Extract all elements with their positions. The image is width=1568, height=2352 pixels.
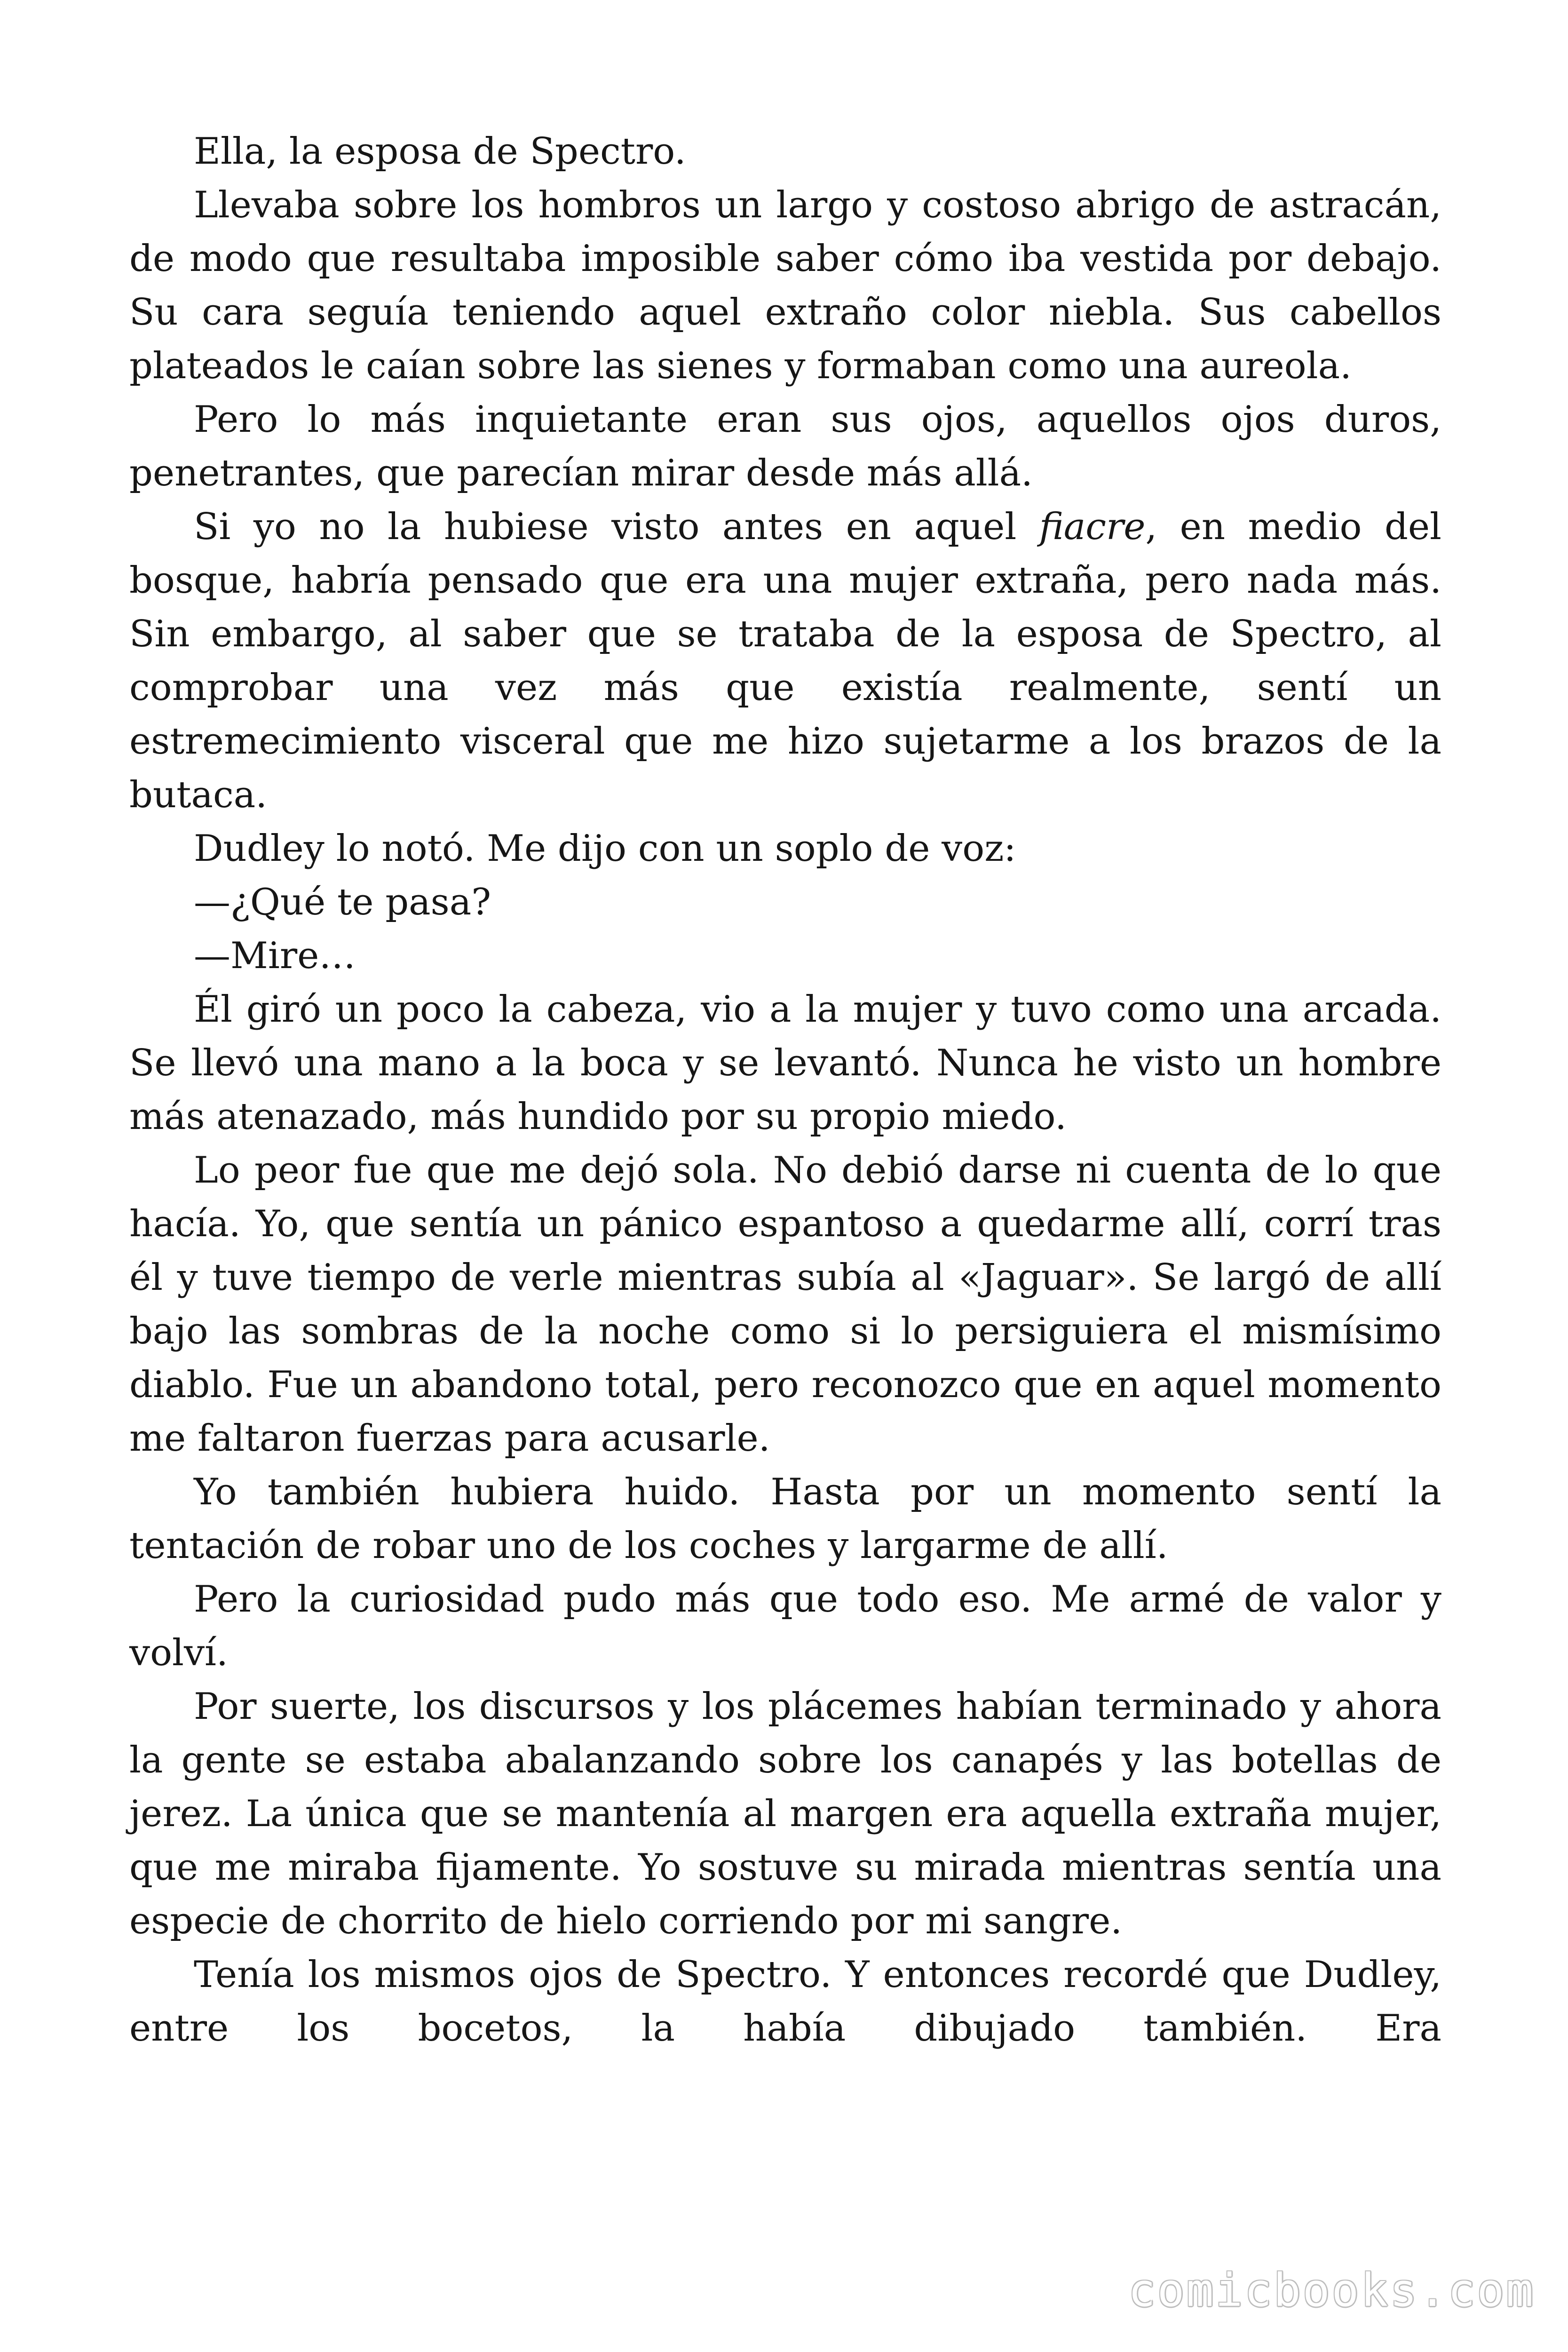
paragraph-11: Pero la curiosidad pudo más que todo eso. Me armé de valor y volví. (129, 1578, 1441, 1674)
watermark-logo: comicbooks.com (1128, 2264, 1535, 2317)
paragraph-8: Él giró un poco la cabeza, vio a la mujer y tuvo como una arcada. Se llevó una mano a la boca y se levantó. Nunca he visto un hombre más atenazado, más hundido por su propio miedo. (129, 988, 1441, 1138)
italic-word-fiacre: fiacre (1039, 506, 1146, 548)
paragraph-9: Lo peor fue que me dejó sola. No debió darse ni cuenta de lo que hacía. Yo, que sentía un pánico espantoso a quedarme allí, corrí tras él y tuve tiempo de verle mientras subía al «Jaguar». Se largó de allí bajo las sombras de la noche como si lo persiguiera el mismísimo diablo. Fue un abandono total, pero reconozco que en aquel momento me faltaron fuerzas para acusarle. (129, 1149, 1441, 1460)
paragraph-1: Ella, la esposa de Spectro. (194, 130, 686, 173)
paragraph-4 (129, 500, 1441, 822)
paragraph-3: Pero lo más inquietante eran sus ojos, aquellos ojos duros, penetrantes, que parecían mirar desde más allá. (129, 398, 1441, 494)
paragraph-2: Llevaba sobre los hombros un largo y costoso abrigo de astracán, de modo que resultaba imposible saber cómo iba vestida por debajo. Su cara seguía teniendo aquel extraño color niebla. Sus cabellos plateados le caían sobre las sienes y formaban como una aureola. (129, 184, 1441, 387)
paragraph-5: Dudley lo notó. Me dijo con un soplo de voz: (194, 827, 1016, 870)
paragraph-12: Por suerte, los discursos y los plácemes habían terminado y ahora la gente se estaba abalanzando sobre los canapés y las botellas de jerez. La única que se mantenía al margen era aquella extraña mujer, que me miraba fijamente. Yo sostuve su mirada mientras sentía una especie de chorrito de hielo corriendo por mi sangre. (129, 1685, 1441, 1942)
dialogue-line-1: —¿Qué te pasa? (194, 881, 491, 923)
paragraph-13: Tenía los mismos ojos de Spectro. Y entonces recordé que Dudley, entre los bocetos, la había dibujado también. Era (129, 1954, 1441, 2050)
paragraph-4-text-before: Si yo no la hubiese visto antes en aquel (194, 506, 1039, 548)
body-text (129, 125, 1441, 2055)
dialogue-line-2: —Mire… (194, 935, 356, 977)
paragraph-4-text-after: , en medio del bosque, habría pensado que era una mujer extraña, pero nada más. Sin embargo, al saber que se trataba de la esposa de Spectro, al comprobar una vez más que existía realmente, sentí un estremecimiento visceral que me hizo sujetarme a los brazos de la butaca. (129, 506, 1441, 816)
paragraph-10: Yo también hubiera huido. Hasta por un momento sentí la tentación de robar uno de los coches y largarme de allí. (129, 1471, 1441, 1567)
